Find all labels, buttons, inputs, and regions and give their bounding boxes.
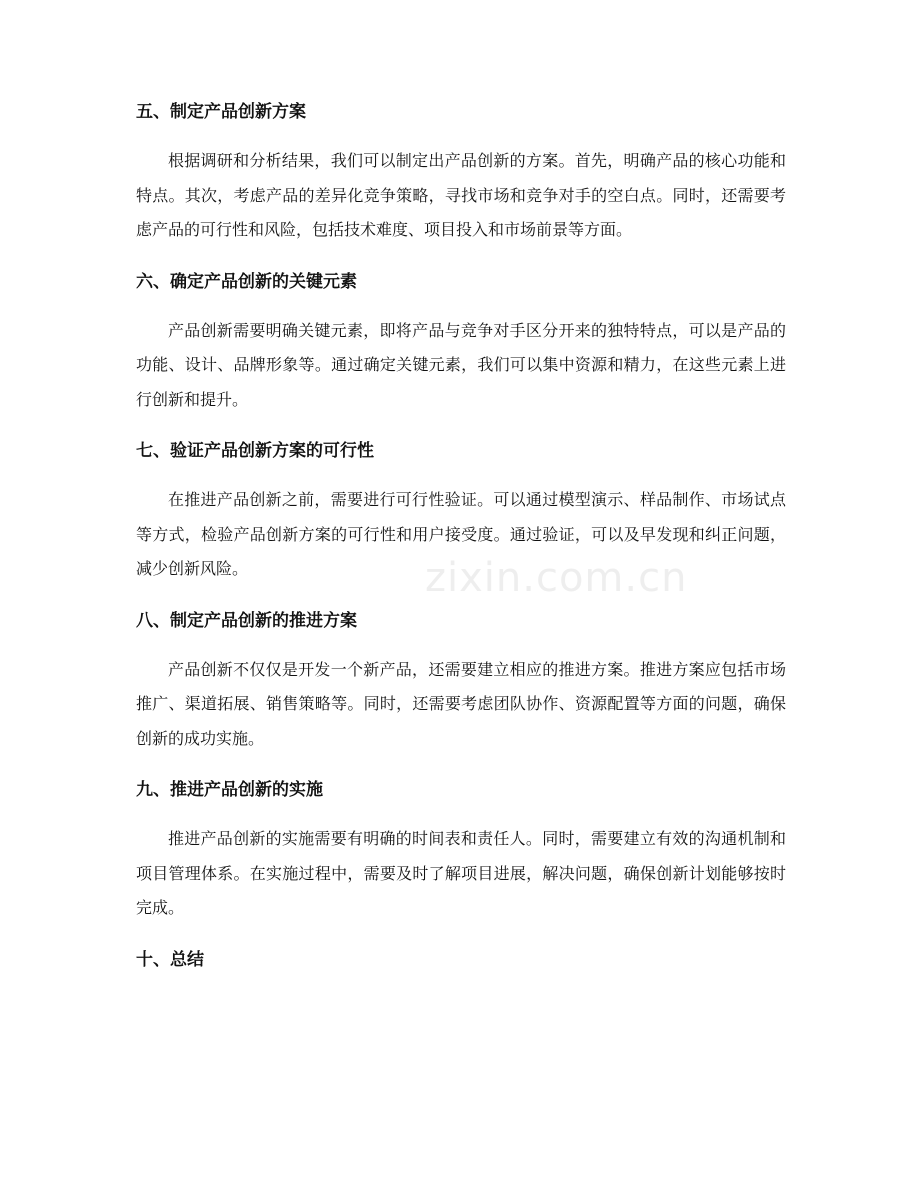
section-heading: 五、制定产品创新方案 <box>136 102 306 122</box>
section-paragraph: 推进产品创新的实施需要有明确的时间表和责任人。同时，需要建立有效的沟通机制和项目管理体系。在实施过程中，需要及时了解项目进展，解决问题，确保创新计划能够按时完成。 <box>136 829 786 917</box>
document-page <box>136 100 786 992</box>
section-heading: 九、推进产品创新的实施 <box>136 780 323 800</box>
section-heading: 八、制定产品创新的推进方案 <box>136 610 357 631</box>
section-6 <box>136 270 786 418</box>
section-7 <box>136 439 786 587</box>
section-paragraph: 根据调研和分析结果，我们可以制定出产品创新的方案。首先，明确产品的核心功能和特点。其次，考虑产品的差异化竞争策略，寻找市场和竞争对手的空白点。同时，还需要考虑产品的可行性和风险，包括技术难度、项目投入和市场前景等方面。 <box>136 151 786 239</box>
section-paragraph: 产品创新需要明确关键元素，即将产品与竞争对手区分开来的独特特点，可以是产品的功能、设计、品牌形象等。通过确定关键元素，我们可以集中资源和精力，在这些元素上进行创新和提升。 <box>136 320 786 409</box>
section-heading: 六、确定产品创新的关键元素 <box>136 271 357 292</box>
section-9 <box>136 778 786 926</box>
section-paragraph: 产品创新不仅仅是开发一个新产品，还需要建立相应的推进方案。推进方案应包括市场推广、渠道拓展、销售策略等。同时，还需要考虑团队协作、资源配置等方面的问题，确保创新的成功实施。 <box>136 659 786 748</box>
watermark: zixin.com.cn <box>425 555 688 601</box>
section-10 <box>136 948 786 972</box>
section-heading: 十、总结 <box>136 949 204 970</box>
section-heading: 七、验证产品创新方案的可行性 <box>136 441 374 461</box>
section-5 <box>136 100 786 248</box>
section-8 <box>136 609 786 757</box>
section-paragraph: 在推进产品创新之前，需要进行可行性验证。可以通过模型演示、样品制作、市场试点等方式，检验产品创新方案的可行性和用户接受度。通过验证，可以及早发现和纠正问题，减少创新风险。 <box>136 490 786 578</box>
